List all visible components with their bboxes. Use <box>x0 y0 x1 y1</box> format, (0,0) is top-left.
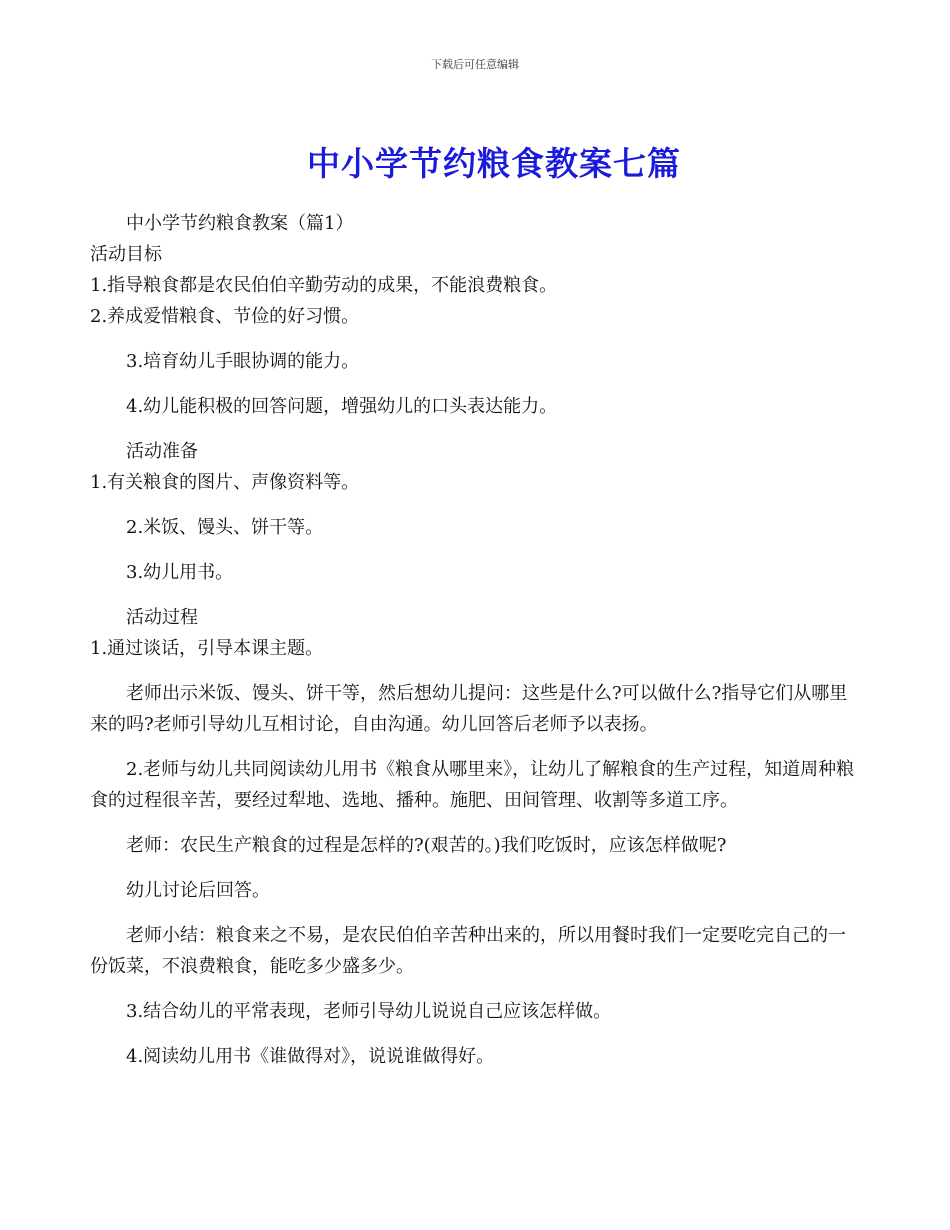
paragraph: 活动准备 <box>126 441 198 462</box>
paragraph: 老师出示米饭、馒头、饼干等，然后想幼儿提问：这些是什么?可以做什么?指导它们从哪里来的吗?老师引导幼儿互相讨论，自由沟通。幼儿回答后老师予以表扬。 <box>90 683 848 735</box>
document-body <box>90 208 860 1072</box>
paragraph: 老师小结：粮食来之不易，是农民伯伯辛苦种出来的，所以用餐时我们一定要吃完自己的一份饭菜，不浪费粮食，能吃多少盛多少。 <box>90 925 846 977</box>
paragraph: 幼儿讨论后回答。 <box>126 880 270 901</box>
paragraph: 4.阅读幼儿用书《谁做得对》，说说谁做得好。 <box>126 1046 495 1067</box>
document-title: 中小学节约粮食教案七篇 <box>307 144 681 183</box>
paragraph: 老师：农民生产粮食的过程是怎样的?(艰苦的。)我们吃饭时，应该怎样做呢? <box>126 835 727 856</box>
paragraph: 2.米饭、馒头、饼干等。 <box>126 517 324 538</box>
paragraph: 1.指导粮食都是农民伯伯辛勤劳动的成果，不能浪费粮食。 <box>90 275 558 296</box>
header-note: 下载后可任意编辑 <box>431 58 519 71</box>
paragraph: 1.通过谈话，引导本课主题。 <box>90 638 324 659</box>
paragraph: 2.老师与幼儿共同阅读幼儿用书《粮食从哪里来》，让幼儿了解粮食的生产过程，知道周种粮食的过程很辛苦，要经过犁地、选地、播种。施肥、田间管理、收割等多道工序。 <box>90 759 855 811</box>
paragraph: 1.有关粮食的图片、声像资料等。 <box>90 472 360 493</box>
paragraph: 3.培育幼儿手眼协调的能力。 <box>126 351 360 372</box>
paragraph: 3.结合幼儿的平常表现，老师引导幼儿说说自己应该怎样做。 <box>126 1001 612 1022</box>
paragraph: 活动目标 <box>90 244 162 265</box>
paragraph: 2.养成爱惜粮食、节俭的好习惯。 <box>90 306 360 327</box>
paragraph: 活动过程 <box>126 607 198 628</box>
paragraph: 中小学节约粮食教案（篇1） <box>126 213 354 234</box>
paragraph: 4.幼儿能积极的回答问题，增强幼儿的口头表达能力。 <box>126 396 558 417</box>
paragraph: 3.幼儿用书。 <box>126 562 234 583</box>
